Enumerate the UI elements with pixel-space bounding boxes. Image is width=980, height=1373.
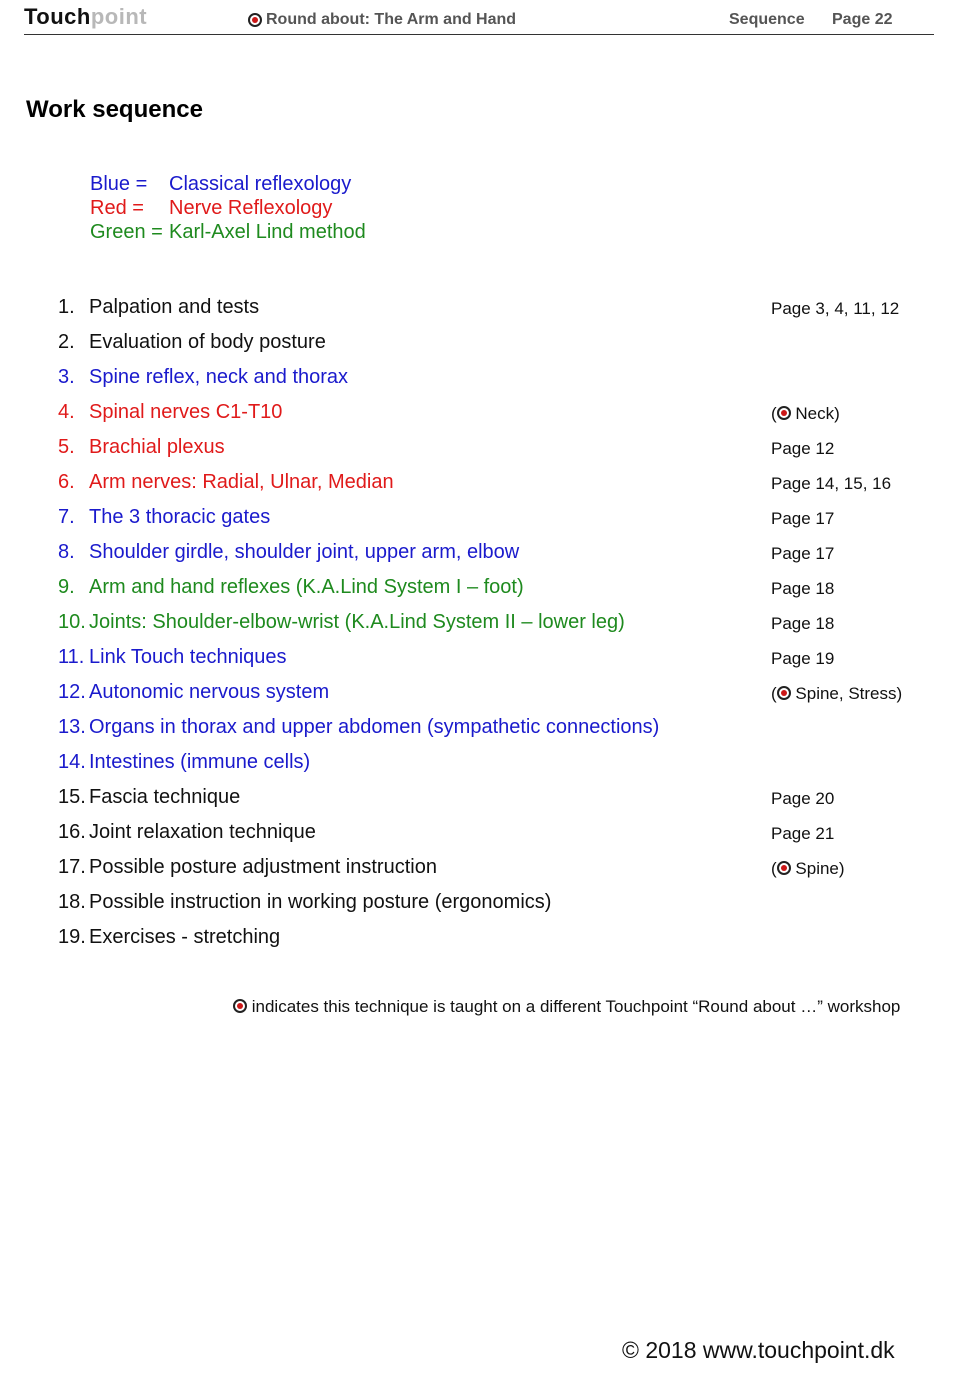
page-reference-text: Page 21 xyxy=(771,824,835,843)
item-number: 16. xyxy=(58,821,86,843)
page-reference-text: Spine) xyxy=(795,859,845,878)
page-reference xyxy=(771,571,834,606)
page-reference-text: Page 19 xyxy=(771,649,835,668)
list-item xyxy=(58,745,938,780)
item-number: 12. xyxy=(58,681,86,703)
page-reference xyxy=(771,501,834,536)
list-item xyxy=(58,395,938,430)
item-text: Link Touch techniques xyxy=(89,646,287,668)
item-text: Shoulder girdle, shoulder joint, upper arm, elbow xyxy=(89,541,520,563)
item-text: Exercises - stretching xyxy=(89,926,281,948)
list-item xyxy=(58,920,938,955)
list-item xyxy=(58,640,938,675)
paren: ( xyxy=(771,404,777,423)
page-reference-text: Page 14, 15, 16 xyxy=(771,474,892,493)
item-number: 2. xyxy=(58,331,75,353)
header-page-number: Page 22 xyxy=(832,11,893,28)
legend-key: Green = xyxy=(90,221,163,243)
list-item xyxy=(58,360,938,395)
legend-key: Red = xyxy=(90,197,144,219)
list-item xyxy=(58,675,938,710)
target-icon xyxy=(777,406,791,420)
item-number: 9. xyxy=(58,576,75,598)
page-reference xyxy=(771,641,834,676)
page-reference xyxy=(771,396,840,431)
list-item xyxy=(58,780,938,815)
page-reference-text: Spine, Stress) xyxy=(795,684,903,703)
work-sequence-list xyxy=(58,290,938,955)
list-item xyxy=(58,500,938,535)
item-text: Spine reflex, neck and thorax xyxy=(89,366,349,388)
item-number: 6. xyxy=(58,471,75,493)
item-text: The 3 thoracic gates xyxy=(89,506,271,528)
item-text: Possible instruction in working posture (ergonomics) xyxy=(89,891,552,913)
item-text: Evaluation of body posture xyxy=(89,331,326,353)
header-section: Sequence xyxy=(729,11,805,28)
list-item xyxy=(58,325,938,360)
page-reference-text: Page 17 xyxy=(771,544,835,563)
page-reference xyxy=(771,466,891,501)
paren: ( xyxy=(771,684,777,703)
item-text: Fascia technique xyxy=(89,786,241,808)
item-number: 14. xyxy=(58,751,86,773)
page-footer: © 2018 www.touchpoint.dk xyxy=(622,1337,895,1363)
footnote-text: indicates this technique is taught on a different Touchpoint “Round about …” workshop xyxy=(251,997,901,1016)
item-text: Joint relaxation technique xyxy=(89,821,316,843)
header-title-text: Round about: The Arm and Hand xyxy=(266,11,517,28)
page-reference xyxy=(771,851,845,886)
logo-point: point xyxy=(90,4,148,29)
item-number: 13. xyxy=(58,716,86,738)
page-header xyxy=(24,2,934,35)
page-reference-text: Page 18 xyxy=(771,579,835,598)
list-item xyxy=(58,850,938,885)
item-text: Palpation and tests xyxy=(89,296,260,318)
page-reference xyxy=(771,536,834,571)
header-title xyxy=(248,11,516,29)
item-text: Organs in thorax and upper abdomen (sympathetic connections) xyxy=(89,716,660,738)
page-reference-text: Page 20 xyxy=(771,789,835,808)
target-icon xyxy=(233,999,247,1013)
page-title: Work sequence xyxy=(26,96,203,123)
item-number: 5. xyxy=(58,436,75,458)
touchpoint-logo xyxy=(24,4,147,30)
item-number: 10. xyxy=(58,611,86,633)
legend-row-red xyxy=(90,196,366,220)
logo-touch: Touch xyxy=(24,4,91,29)
item-text: Intestines (immune cells) xyxy=(89,751,311,773)
page-reference xyxy=(771,291,899,326)
list-item xyxy=(58,570,938,605)
item-number: 17. xyxy=(58,856,86,878)
list-item xyxy=(58,815,938,850)
item-text: Brachial plexus xyxy=(89,436,225,458)
paren: ( xyxy=(771,859,777,878)
page-reference-text: Page 18 xyxy=(771,614,835,633)
item-number: 11. xyxy=(58,646,85,668)
legend-value: Nerve Reflexology xyxy=(169,197,333,219)
list-item xyxy=(58,710,938,745)
item-number: 15. xyxy=(58,786,86,808)
item-number: 8. xyxy=(58,541,75,563)
item-number: 7. xyxy=(58,506,75,528)
item-number: 3. xyxy=(58,366,75,388)
target-icon xyxy=(777,861,791,875)
target-icon xyxy=(777,686,791,700)
item-number: 1. xyxy=(58,296,75,318)
footnote xyxy=(233,997,900,1017)
item-text: Joints: Shoulder-elbow-wrist (K.A.Lind System II – lower leg) xyxy=(89,611,625,633)
list-item xyxy=(58,465,938,500)
item-text: Spinal nerves C1-T10 xyxy=(89,401,283,423)
item-number: 4. xyxy=(58,401,75,423)
list-item xyxy=(58,605,938,640)
item-text: Autonomic nervous system xyxy=(89,681,330,703)
color-legend xyxy=(90,172,366,244)
list-item xyxy=(58,535,938,570)
page-reference-text: Page 17 xyxy=(771,509,835,528)
page-reference xyxy=(771,606,834,641)
legend-value: Karl-Axel Lind method xyxy=(169,221,366,243)
page-reference xyxy=(771,431,834,466)
page-reference-text: Neck) xyxy=(795,404,840,423)
legend-row-blue xyxy=(90,172,366,196)
list-item xyxy=(58,290,938,325)
page-reference xyxy=(771,816,834,851)
page-reference xyxy=(771,781,834,816)
list-item xyxy=(58,885,938,920)
item-text: Possible posture adjustment instruction xyxy=(89,856,437,878)
page-reference-text: Page 12 xyxy=(771,439,835,458)
legend-key: Blue = xyxy=(90,173,148,195)
legend-row-green xyxy=(90,220,366,244)
item-text: Arm nerves: Radial, Ulnar, Median xyxy=(89,471,394,493)
item-text: Arm and hand reflexes (K.A.Lind System I – foot) xyxy=(89,576,524,598)
page-reference-text: Page 3, 4, 11, 12 xyxy=(771,299,900,318)
page-reference xyxy=(771,676,902,711)
target-icon xyxy=(248,13,262,27)
item-number: 19. xyxy=(58,926,86,948)
legend-value: Classical reflexology xyxy=(169,173,352,195)
item-number: 18. xyxy=(58,891,86,913)
list-item xyxy=(58,430,938,465)
